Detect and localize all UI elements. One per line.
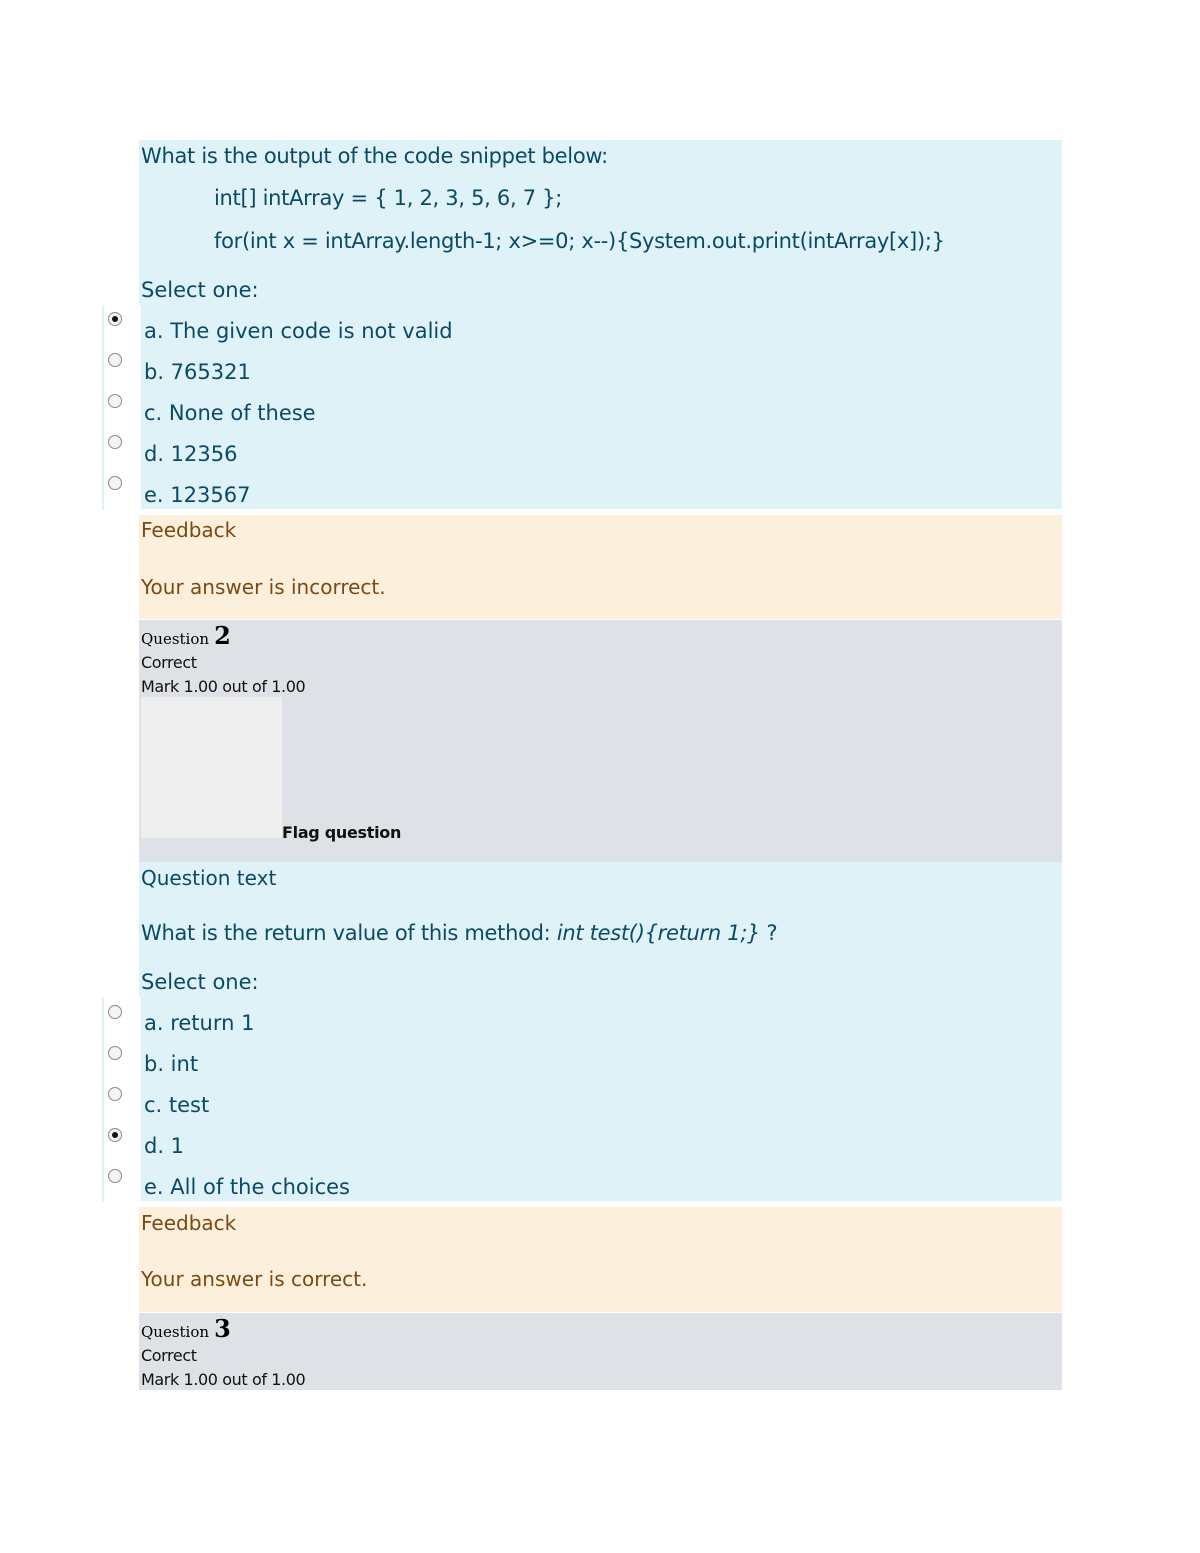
q2-select-one-label: Select one: <box>141 970 259 994</box>
q2-prompt <box>141 921 777 945</box>
q1-option-c-box <box>102 387 141 428</box>
q1-feedback-title: Feedback <box>141 518 237 542</box>
q1-option-e-box <box>102 469 141 510</box>
q3-question-number: 3 <box>214 1314 231 1343</box>
q2-mark: Mark 1.00 out of 1.00 <box>141 677 306 696</box>
q1-option-d-label[interactable]: d. 12356 <box>144 442 238 466</box>
q2-option-e-radio[interactable] <box>108 1169 122 1183</box>
q2-option-c-radio[interactable] <box>108 1087 122 1101</box>
q3-question-word: Question <box>141 1323 210 1341</box>
q2-content-panel <box>139 862 1062 1201</box>
q2-option-c-label[interactable]: c. test <box>144 1093 210 1117</box>
q2-flag-question-link[interactable]: Flag question <box>282 823 402 842</box>
q2-question-word: Question <box>141 630 210 648</box>
q1-option-a-label[interactable]: a. The given code is not valid <box>144 319 453 343</box>
q2-question-number: 2 <box>214 621 231 650</box>
q2-option-b-box <box>102 1038 141 1079</box>
q2-option-d-radio[interactable] <box>108 1128 122 1142</box>
q1-option-d-box <box>102 428 141 469</box>
q2-option-e-label[interactable]: e. All of the choices <box>144 1175 350 1199</box>
q2-option-b-label[interactable]: b. int <box>144 1052 199 1076</box>
q1-select-one-label: Select one: <box>141 278 259 302</box>
q2-question-text-label: Question text <box>141 866 277 890</box>
q1-option-b-label[interactable]: b. 765321 <box>144 360 251 384</box>
q1-feedback-panel <box>139 515 1062 619</box>
q1-code-line-1: int[] intArray = { 1, 2, 3, 5, 6, 7 }; <box>214 186 562 210</box>
q2-option-c-box <box>102 1079 141 1120</box>
q2-option-b-radio[interactable] <box>108 1046 122 1060</box>
q2-prompt-code: int test(){return 1;} <box>556 921 761 945</box>
q1-option-d-radio[interactable] <box>108 435 122 449</box>
q2-option-d-label[interactable]: d. 1 <box>144 1134 185 1158</box>
q2-feedback-title: Feedback <box>141 1211 237 1235</box>
q1-option-e-radio[interactable] <box>108 476 122 490</box>
q2-state: Correct <box>141 653 197 672</box>
q2-option-a-label[interactable]: a. return 1 <box>144 1011 255 1035</box>
q2-prompt-plain: What is the return value of this method: <box>141 921 557 945</box>
q1-option-a-box <box>102 305 141 346</box>
q1-option-b-box <box>102 346 141 387</box>
q2-prompt-suffix: ? <box>760 921 778 945</box>
q1-option-b-radio[interactable] <box>108 353 122 367</box>
q3-heading <box>141 1314 231 1343</box>
q2-option-a-radio[interactable] <box>108 1005 122 1019</box>
q2-heading <box>141 621 231 650</box>
q1-option-e-label[interactable]: e. 123567 <box>144 483 251 507</box>
q2-option-a-box <box>102 997 141 1038</box>
q2-feedback-text: Your answer is correct. <box>141 1267 368 1291</box>
q1-option-a-radio[interactable] <box>108 312 122 326</box>
q1-code-line-2: for(int x = intArray.length-1; x>=0; x--){System.out.print(intArray[x]);} <box>214 229 945 253</box>
q2-flag-icon-box[interactable] <box>141 697 282 838</box>
q1-option-c-radio[interactable] <box>108 394 122 408</box>
q2-option-e-box <box>102 1161 141 1202</box>
q2-feedback-panel <box>139 1207 1062 1312</box>
q3-mark: Mark 1.00 out of 1.00 <box>141 1370 306 1389</box>
q1-option-c-label[interactable]: c. None of these <box>144 401 316 425</box>
q2-option-d-box <box>102 1120 141 1161</box>
q3-state: Correct <box>141 1346 197 1365</box>
q1-prompt: What is the output of the code snippet below: <box>141 144 608 168</box>
q1-feedback-text: Your answer is incorrect. <box>141 575 386 599</box>
